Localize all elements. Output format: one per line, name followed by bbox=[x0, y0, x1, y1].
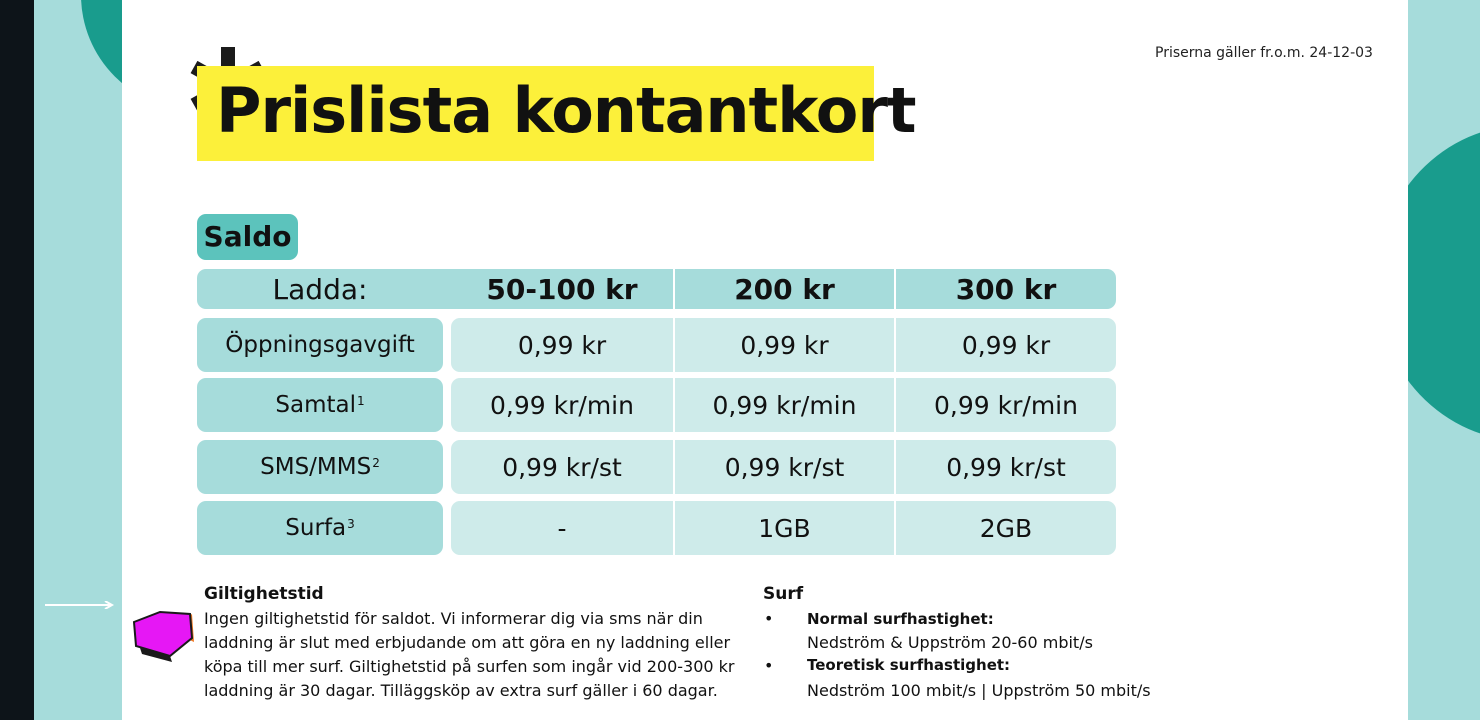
validity-heading: Giltighetstid bbox=[204, 584, 324, 604]
table-cell: - bbox=[557, 513, 567, 543]
table-cell: 0,99 kr/min bbox=[712, 390, 857, 420]
row-label-text: SMS/MMS bbox=[260, 454, 372, 480]
row-label-text: Samtal bbox=[275, 392, 356, 418]
row-label-oppningsavgift bbox=[197, 318, 443, 372]
surf-normal-text: Nedström & Uppström 20-60 mbit/s bbox=[807, 633, 1093, 652]
row-label-text: Öppningsgavgift bbox=[225, 332, 415, 358]
surf-theoretical-label: Teoretisk surfhastighet: bbox=[807, 656, 1011, 674]
document-page bbox=[122, 0, 1408, 720]
title-banner bbox=[197, 66, 916, 161]
section-label-saldo: Saldo bbox=[197, 214, 298, 260]
pointer-cursor-icon bbox=[130, 608, 196, 664]
table-cell: 0,99 kr bbox=[740, 330, 829, 360]
arrow-right-icon bbox=[45, 601, 115, 609]
header-col-300: 300 kr bbox=[955, 272, 1057, 306]
table-cell: 0,99 kr/st bbox=[502, 452, 622, 482]
table-cell: 2GB bbox=[979, 513, 1033, 543]
footnote-marker: 1 bbox=[356, 394, 365, 408]
row-label-text: Surfa bbox=[285, 515, 347, 541]
table-cell: 0,99 kr/min bbox=[934, 390, 1078, 420]
bullet-icon: • bbox=[764, 609, 774, 628]
window-edge bbox=[0, 0, 34, 720]
table-cell: 0,99 kr bbox=[517, 330, 607, 360]
header-label-ladda: Ladda: bbox=[272, 272, 368, 306]
table-cell: 0,99 kr/st bbox=[946, 452, 1066, 482]
table-cell: 0,99 kr bbox=[961, 330, 1051, 360]
page-title: Prislista kontantkort bbox=[216, 74, 916, 147]
row-label-samtal bbox=[197, 378, 443, 432]
row-label-sms-mms bbox=[197, 440, 443, 494]
validity-date-note: Priserna gäller fr.o.m. 24-12-03 bbox=[1155, 45, 1373, 61]
footnote-marker: 2 bbox=[372, 456, 380, 470]
header-col-50-100: 50-100 kr bbox=[486, 272, 638, 306]
table-cell: 0,99 kr/st bbox=[724, 452, 845, 482]
footnote-marker: 3 bbox=[347, 517, 355, 531]
table-cell: 1GB bbox=[758, 513, 811, 543]
surf-theoretical-text: Nedström 100 mbit/s | Uppström 50 mbit/s bbox=[807, 681, 1151, 700]
validity-text: Ingen giltighetstid för saldot. Vi informerar dig via sms när din laddning är slut med erbjudande om att göra en ny laddning eller köpa till mer surf. Giltighetstid på surfen som ingår vid 200-300 kr laddning är 30 dagar. Tilläggsköp av extra surf gäller i 60 dagar. bbox=[204, 609, 735, 700]
surf-heading: Surf bbox=[763, 584, 804, 604]
page-canvas bbox=[34, 0, 1480, 720]
header-col-200: 200 kr bbox=[734, 272, 835, 306]
surf-normal-label: Normal surfhastighet: bbox=[807, 610, 994, 628]
table-cell: 0,99 kr/min bbox=[490, 390, 634, 420]
row-label-surfa bbox=[197, 501, 443, 555]
bullet-icon: • bbox=[764, 656, 774, 675]
